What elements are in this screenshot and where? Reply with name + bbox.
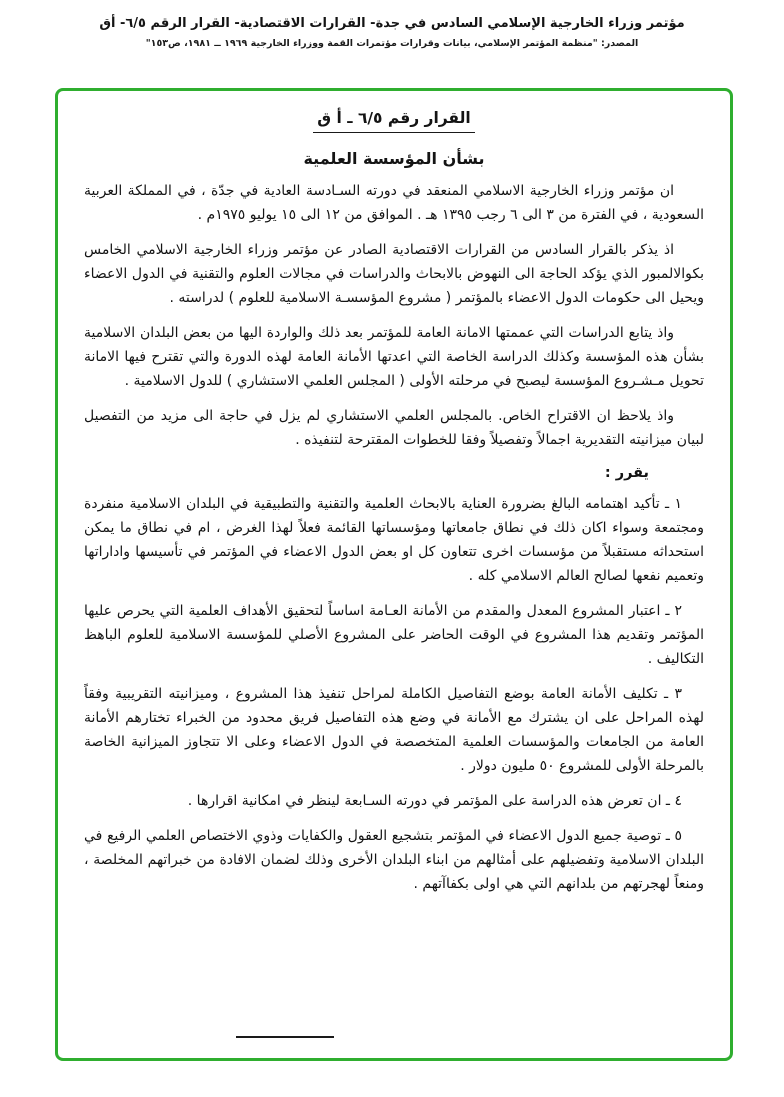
- page-header: [0, 0, 784, 49]
- resolution-subject: بشأن المؤسسة العلمية: [303, 149, 485, 168]
- resolution-item-2: ٢ ـ اعتبار المشروع المعدل والمقدم من الأمانة العـامة اساساً لتحقيق الأهداف العلمية التي يحرص عليها المؤتمر وتقديم هذا المشروع في الوقت الحاضر على المشروع الأصلي للمؤسسة الاسلامية للعلوم الباهظ التكاليف .: [84, 603, 704, 667]
- end-rule: [236, 1036, 334, 1038]
- resolution-intro: يقرر :: [604, 465, 649, 481]
- resolution-item-3: ٣ ـ تكليف الأمانة العامة بوضع التفاصيل الكاملة لمراحل تنفيذ هذا المشروع ، وميزانيته التقريبية وفقاً لهذه المراحل على ان يشترك مع الأمانة في وضع هذه التفاصيل فريق محدود من الخبراء تختارهم الأمانة العامة من الجامعات والمؤسسات العلمية المتخصصة في الدول الاعضاء وعلى الا تتجاوز الميزانية الخاصة بالمرحلة الأولى للمشروع ٥٠ مليون دولار .: [84, 686, 704, 774]
- resolution-title: [84, 109, 704, 133]
- preamble-paragraph-1: ان مؤتمر وزراء الخارجية الاسلامي المنعقد في دورته السـادسة العادية في جدّة ، في المملكة العربية السعودية ، في الفترة من ٣ الى ٦ رجب ١٣٩٥ هـ . الموافق من ١٢ الى ١٥ يوليو ١٩٧٥م .: [84, 183, 704, 223]
- preamble-paragraph-2: اذ يذكر بالقرار السادس من القرارات الاقتصادية الصادر عن مؤتمر وزراء الخارجية الاسلامي الخامس بكوالالمبور الذي يؤكد الحاجة الى النهوض بالابحاث والدراسات في مجالات العلوم والتقنية في الدول الاعضاء ويحيل الى حكومات الدول الاعضاء بالمؤتمر ( مشروع المؤسسـة الاسلامية للعلوم ) لدراسته .: [84, 242, 704, 306]
- preamble-paragraph-3: واذ يتابع الدراسات التي عممتها الامانة العامة للمؤتمر بعد ذلك والواردة اليها من بعض البلدان الاسلامية بشأن هذه المؤسسة وكذلك الدراسة الخاصة التي اعدتها الأمانة العامة لهذه الدورة والتي تقترح فيها الامانة تحويل مـشـروع المؤسسة ليصبح في مرحلته الأولى ( المجلس العلمي الاستشاري ) للدول الاسلامية .: [84, 325, 704, 389]
- resolution-title-text: القرار رقم ٦/٥ ـ أ ق: [313, 109, 474, 133]
- document-frame: [55, 88, 733, 1061]
- header-title-line: مؤتمر وزراء الخارجية الإسلامي السادس في جدة- القرارات الاقتصادية- القرار الرقم ٦/٥- أق: [99, 16, 685, 31]
- header-source-line: المصدر: "منظمة المؤتمر الإسلامي، بيانات وقرارات مؤتمرات القمة ووزراء الخارجية ١٩٦٩ ــ ١٩٨١، ص١٥٣": [145, 38, 639, 49]
- resolution-item-1: ١ ـ تأكيد اهتمامه البالغ بضرورة العناية بالابحاث العلمية والتقنية والتطبيقية في البلدان الاسلامية منفردة ومجتمعة وسواء اكان ذلك في نطاق جامعاتها ومؤسساتها القائمة فعلاً لهذا الغرض ، ام في نطاق ما يمكن استحداثه مستقبلاً من مؤسسات اخرى تتعاون كل او بعض الدول الاعضاء في المؤتمر في تأسيسها واداراتها وتعميم نفعها لصالح العالم الاسلامي كله .: [84, 496, 704, 584]
- preamble-paragraph-4: واذ يلاحظ ان الاقتراح الخاص. بالمجلس العلمي الاستشاري لم يزل في حاجة الى مزيد من التفصيل لبيان ميزانيته التقديرية اجمالاً وتفصيلاً وفقا للخطوات المقترحة لتنفيذه .: [84, 408, 704, 448]
- resolution-item-5: ٥ ـ توصية جميع الدول الاعضاء في المؤتمر بتشجيع العقول والكفايات وذوي الاختصاص العلمي الرفيع في البلدان الاسلامية وتفضيلهم على أمثالهم من ابناء البلدان الأخرى وذلك لضمان الافادة من خبراتهم المخلصة ، ومنعاً لهجرتهم من بلدانهم التي هي اولى بكفاآتهم .: [84, 828, 704, 892]
- resolution-item-4: ٤ ـ ان تعرض هذه الدراسة على المؤتمر في دورته السـابعة لينظر في امكانية اقرارها .: [187, 793, 682, 809]
